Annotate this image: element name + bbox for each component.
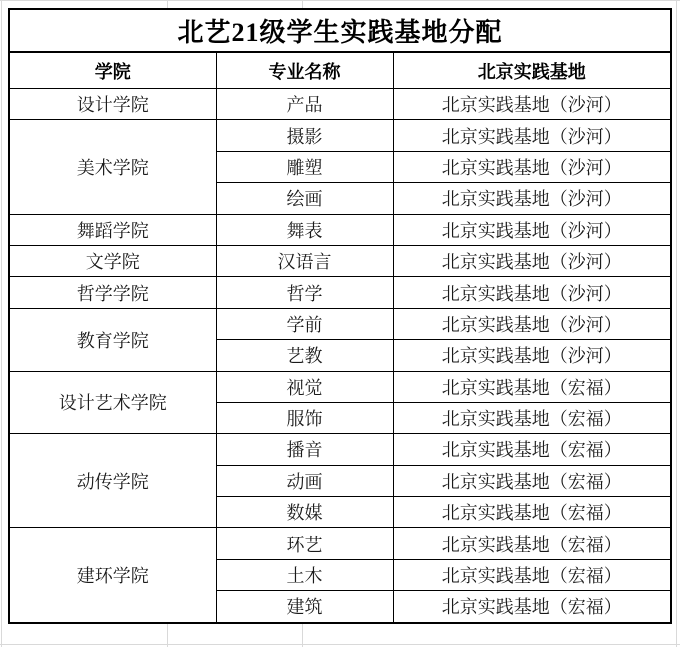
base-cell[interactable]: 北京实践基地（沙河）	[393, 151, 671, 182]
title-row	[9, 9, 671, 52]
base-cell[interactable]: 北京实践基地（宏福）	[393, 559, 671, 590]
base-cell[interactable]: 北京实践基地（沙河）	[393, 183, 671, 214]
college-cell[interactable]: 建环学院	[9, 528, 216, 623]
table-title[interactable]: 北艺21级学生实践基地分配	[9, 9, 671, 52]
table-body	[9, 89, 671, 623]
base-cell[interactable]: 北京实践基地（沙河）	[393, 214, 671, 245]
base-cell[interactable]: 北京实践基地（宏福）	[393, 402, 671, 433]
major-cell[interactable]: 建筑	[216, 591, 393, 623]
major-cell[interactable]: 动画	[216, 465, 393, 496]
college-cell[interactable]: 教育学院	[9, 308, 216, 371]
college-cell[interactable]: 文学院	[9, 245, 216, 276]
column-header-major[interactable]: 专业名称	[216, 52, 393, 89]
college-cell[interactable]: 美术学院	[9, 120, 216, 214]
table-row	[9, 371, 671, 402]
table-row	[9, 434, 671, 465]
major-cell[interactable]: 视觉	[216, 371, 393, 402]
base-cell[interactable]: 北京实践基地（沙河）	[393, 245, 671, 276]
base-cell[interactable]: 北京实践基地（宏福）	[393, 591, 671, 623]
gridline-horizontal-bottom	[0, 644, 680, 645]
major-cell[interactable]: 环艺	[216, 528, 393, 559]
base-cell[interactable]: 北京实践基地（沙河）	[393, 89, 671, 120]
college-cell[interactable]: 设计学院	[9, 89, 216, 120]
base-cell[interactable]: 北京实践基地（沙河）	[393, 308, 671, 339]
major-cell[interactable]: 哲学	[216, 277, 393, 308]
column-header-college[interactable]: 学院	[9, 52, 216, 89]
table-row	[9, 308, 671, 339]
base-cell[interactable]: 北京实践基地（宏福）	[393, 371, 671, 402]
major-cell[interactable]: 数媒	[216, 497, 393, 528]
base-cell[interactable]: 北京实践基地（沙河）	[393, 340, 671, 371]
major-cell[interactable]: 艺教	[216, 340, 393, 371]
major-cell[interactable]: 绘画	[216, 183, 393, 214]
base-cell[interactable]: 北京实践基地（沙河）	[393, 277, 671, 308]
major-cell[interactable]: 舞表	[216, 214, 393, 245]
college-cell[interactable]: 动传学院	[9, 434, 216, 528]
major-cell[interactable]: 摄影	[216, 120, 393, 151]
base-cell[interactable]: 北京实践基地（宏福）	[393, 497, 671, 528]
base-cell[interactable]: 北京实践基地（宏福）	[393, 528, 671, 559]
table-row	[9, 528, 671, 559]
major-cell[interactable]: 播音	[216, 434, 393, 465]
table-row	[9, 89, 671, 120]
allocation-table	[8, 8, 672, 624]
column-header-base[interactable]: 北京实践基地	[393, 52, 671, 89]
college-cell[interactable]: 哲学学院	[9, 277, 216, 308]
major-cell[interactable]: 产品	[216, 89, 393, 120]
gridline-horizontal-top	[0, 0, 680, 1]
table-row	[9, 277, 671, 308]
gridline-vertical-left	[1, 0, 2, 647]
base-cell[interactable]: 北京实践基地（沙河）	[393, 120, 671, 151]
major-cell[interactable]: 雕塑	[216, 151, 393, 182]
table-row	[9, 214, 671, 245]
base-cell[interactable]: 北京实践基地（宏福）	[393, 465, 671, 496]
table-row	[9, 245, 671, 276]
major-cell[interactable]: 汉语言	[216, 245, 393, 276]
major-cell[interactable]: 学前	[216, 308, 393, 339]
header-row	[9, 52, 671, 89]
college-cell[interactable]: 舞蹈学院	[9, 214, 216, 245]
major-cell[interactable]: 土木	[216, 559, 393, 590]
base-cell[interactable]: 北京实践基地（宏福）	[393, 434, 671, 465]
major-cell[interactable]: 服饰	[216, 402, 393, 433]
gridline-vertical-right	[676, 0, 677, 647]
table-row	[9, 120, 671, 151]
college-cell[interactable]: 设计艺术学院	[9, 371, 216, 434]
